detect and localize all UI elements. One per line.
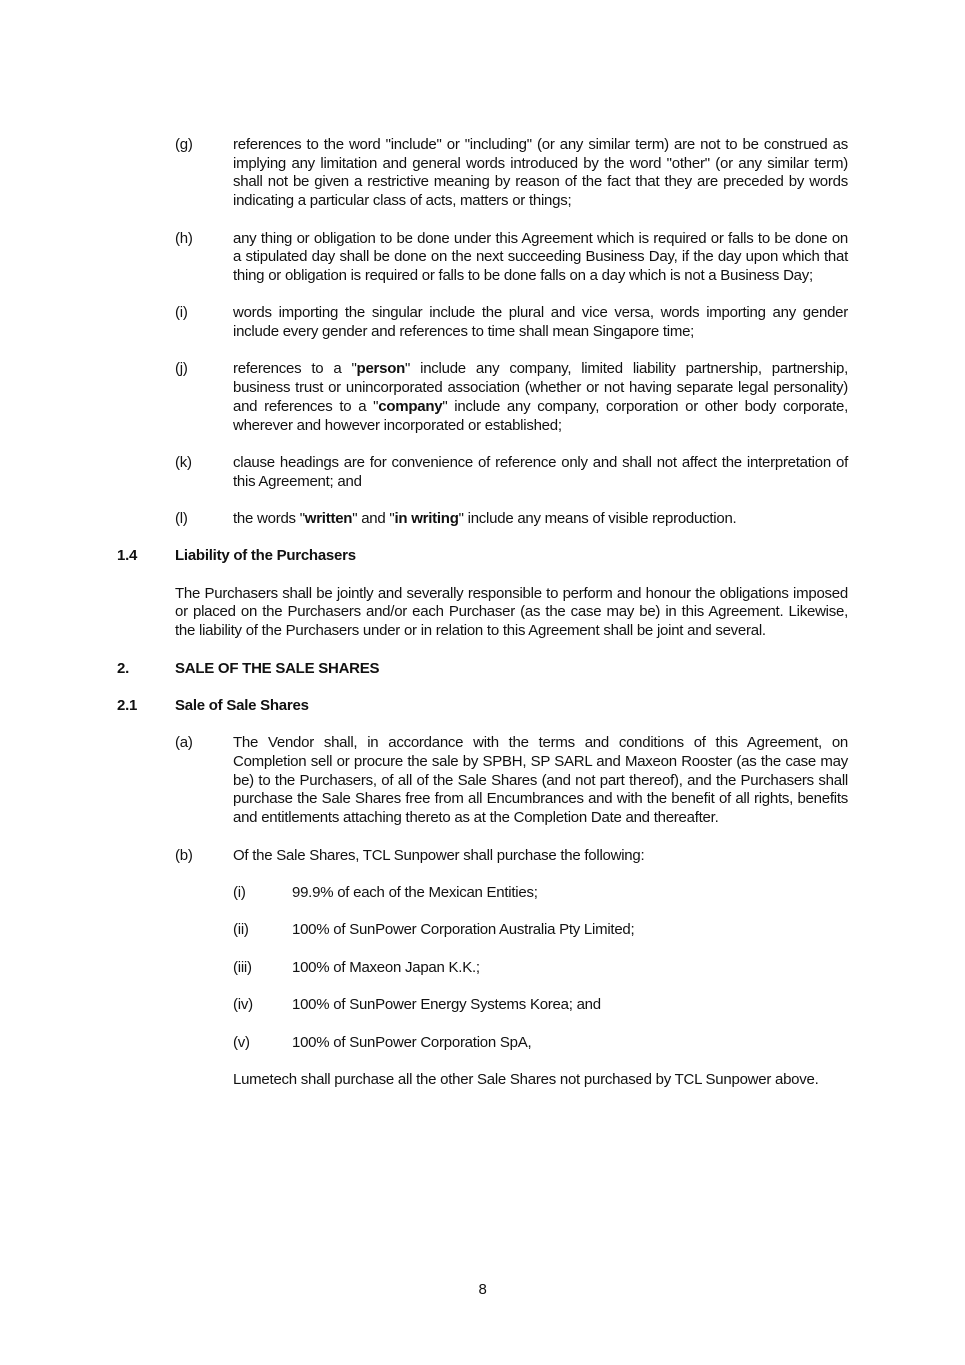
section-number: 2. xyxy=(117,659,130,677)
sub-item-label: (i) xyxy=(233,883,246,901)
sub-item xyxy=(0,996,965,1015)
section-number: 1.4 xyxy=(117,547,138,565)
section-heading: SALE OF THE SALE SHARES xyxy=(175,659,380,677)
sub-item-label: (ii) xyxy=(233,921,249,939)
document-body xyxy=(0,136,965,1108)
text-segment: " include any means of visible reproduction. xyxy=(458,509,737,527)
sub-item-text: 100% of SunPower Corporation SpA, xyxy=(292,1033,532,1051)
sub-item-text: 100% of SunPower Corporation Australia Pty Limited; xyxy=(292,921,635,939)
clause-label: (j) xyxy=(175,360,188,378)
defined-term: company xyxy=(378,397,443,415)
clause-2-1-a xyxy=(0,734,965,828)
clause-text: any thing or obligation to be done under this Agreement which is required or falls to be done on a stipulated day shall be done on the next succeeding Business Day, if the day upon which that thing or obligation is required or falls to be done falls on a day which is not a Business Day; xyxy=(233,229,848,284)
sub-item-label: (v) xyxy=(233,1033,250,1051)
clause-text: references to the word "include" or "including" (or any similar term) are not to be construed as implying any limitation and general words introduced by the word "other" (or any similar term) shall not be given a restrictive meaning by reason of the fact that they are preceded by words indicating a particular class of acts, matters or things; xyxy=(233,136,848,210)
section-heading: Sale of Sale Shares xyxy=(175,696,309,714)
clause-l xyxy=(0,510,965,529)
clause-label: (h) xyxy=(175,229,193,247)
page-number: 8 xyxy=(478,1281,487,1298)
clause-text: clause headings are for convenience of reference only and shall not affect the interpretation of this Agreement; and xyxy=(233,453,848,490)
sub-item-label: (iv) xyxy=(233,996,253,1014)
clause-label: (b) xyxy=(175,846,193,864)
clause-2-1-b xyxy=(0,847,965,866)
section-number: 2.1 xyxy=(117,696,138,714)
section-1-4-body xyxy=(0,585,965,641)
clause-text xyxy=(233,360,848,435)
text-segment: references to a " xyxy=(233,360,357,378)
text-segment: " include any company, limited liability partnership, partnership, business trust or unincorporated association (whether or not having separate legal personality) and references to a " xyxy=(233,360,848,415)
clause-label: (g) xyxy=(175,136,193,153)
clause-label: (l) xyxy=(175,509,188,527)
clause-text: The Vendor shall, in accordance with the terms and conditions of this Agreement, on Completion sell or procure the sale by SPBH, SP SARL and Maxeon Rooster (as the case may be) to the Purchasers, of all of the Sale Shares (and not part thereof), and the Purchasers shall purchase the Sale Shares free from all Encumbrances and with the benefit of all rights, benefits and entitlements attaching thereto as at the Completion Date and thereafter. xyxy=(233,734,848,827)
defined-term: person xyxy=(356,360,406,378)
sub-item xyxy=(0,921,965,940)
clause-h xyxy=(0,230,965,286)
clause-g xyxy=(0,136,965,211)
text-segment: the words " xyxy=(233,509,305,527)
sub-item xyxy=(0,959,965,978)
clause-label: (a) xyxy=(175,734,193,752)
text-segment: " and " xyxy=(352,509,395,527)
clause-text xyxy=(233,510,848,529)
clause-text: Of the Sale Shares, TCL Sunpower shall purchase the following: xyxy=(233,846,645,864)
defined-term: in writing xyxy=(394,509,459,527)
paragraph: Lumetech shall purchase all the other Sale Shares not purchased by TCL Sunpower above. xyxy=(233,1070,819,1088)
sub-item xyxy=(0,884,965,903)
clause-text: words importing the singular include the plural and vice versa, words importing any gender include every gender and references to time shall mean Singapore time; xyxy=(233,304,848,340)
text-segment: " include any company, corporation or other body corporate, wherever and however incorporated or established; xyxy=(233,397,848,434)
sub-item-text: 100% of Maxeon Japan K.K.; xyxy=(292,958,480,976)
section-2-1-heading xyxy=(0,697,965,716)
clause-label: (i) xyxy=(175,304,188,322)
paragraph: The Purchasers shall be jointly and severally responsible to perform and honour the obligations imposed or placed on the Purchasers and/or each Purchaser (as the case may be) in this Agreement. Likewise, the liability of the Purchasers under or in relation to this Agreement shall be joint and several. xyxy=(175,584,848,640)
sub-item-text: 100% of SunPower Energy Systems Korea; and xyxy=(292,996,601,1014)
closing-paragraph xyxy=(0,1071,965,1090)
sub-item-text: 99.9% of each of the Mexican Entities; xyxy=(292,883,538,901)
defined-term: written xyxy=(304,509,353,527)
clause-label: (k) xyxy=(175,453,192,471)
sub-item xyxy=(0,1034,965,1053)
clause-j xyxy=(0,360,965,435)
clause-k xyxy=(0,454,965,491)
section-1-4-heading xyxy=(0,547,965,566)
section-2-heading xyxy=(0,660,965,679)
clause-i xyxy=(0,304,965,341)
section-heading: Liability of the Purchasers xyxy=(175,547,356,565)
sub-item-label: (iii) xyxy=(233,958,252,976)
